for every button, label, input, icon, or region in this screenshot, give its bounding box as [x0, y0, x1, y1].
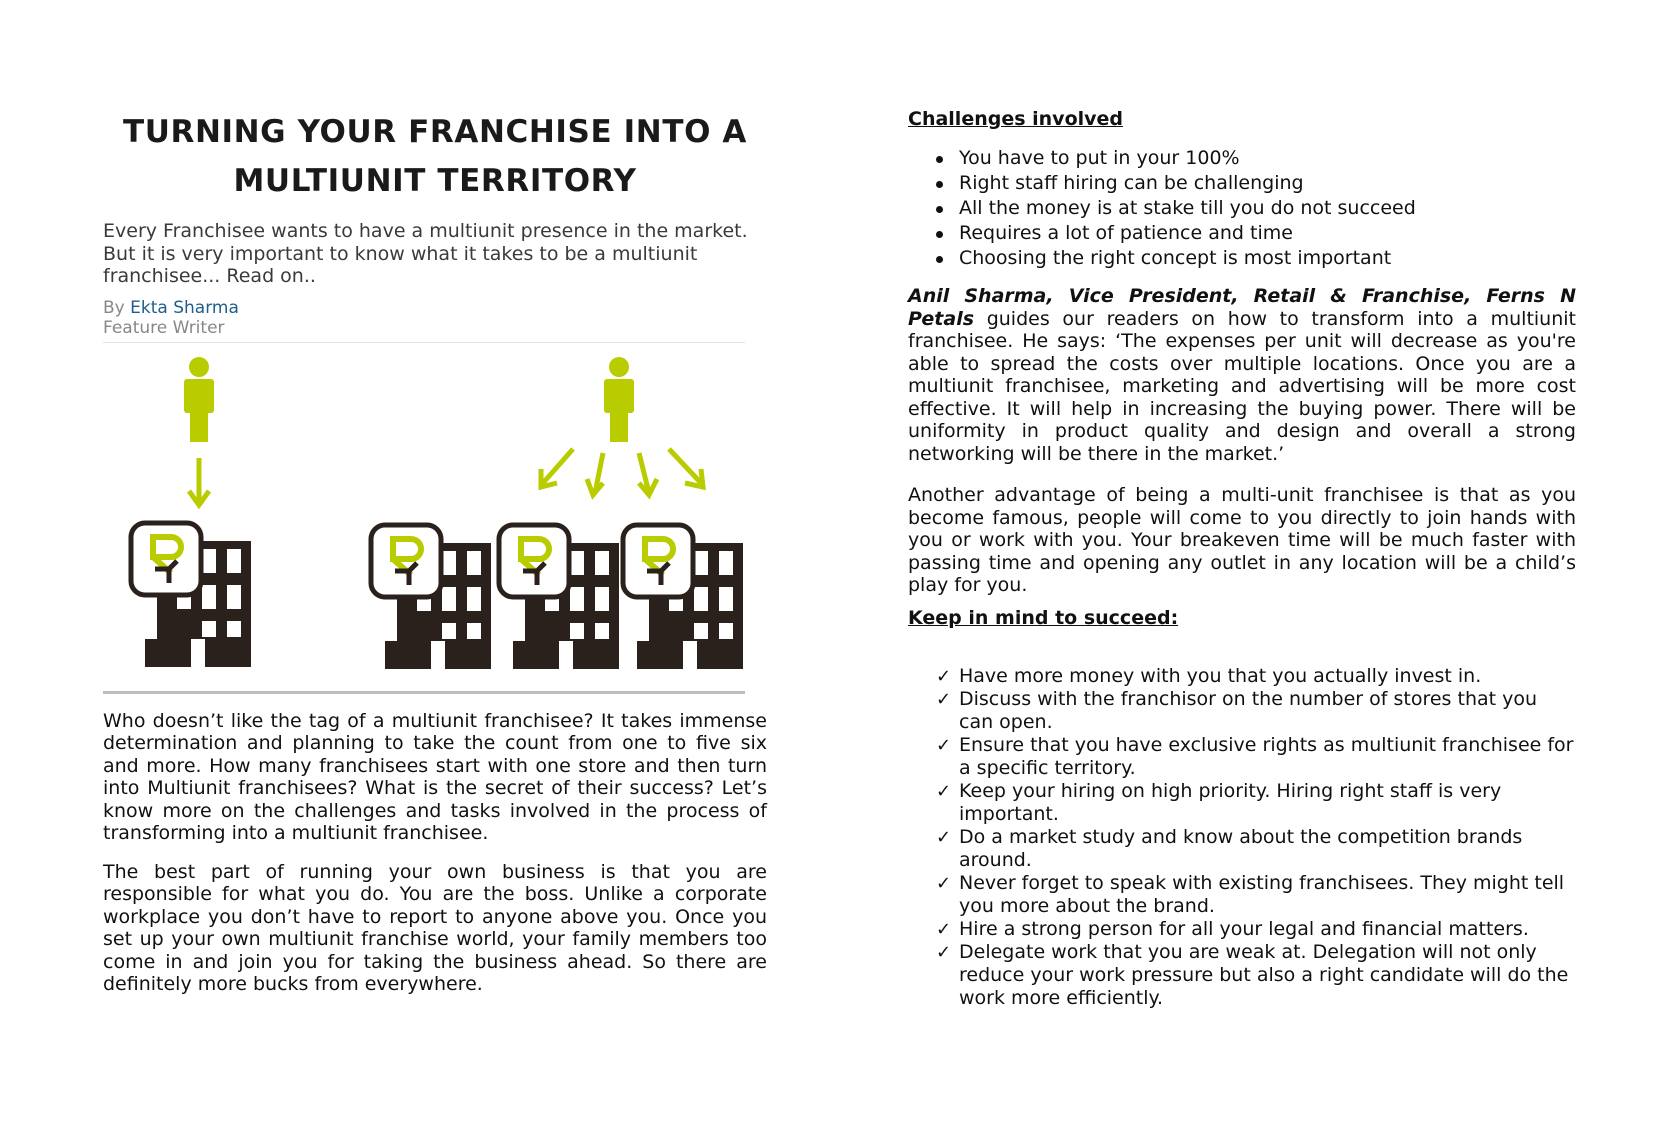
author-link[interactable]: Ekta Sharma [130, 297, 239, 318]
bullet-icon [936, 181, 943, 188]
list-item-text: Ensure that you have exclusive rights as multiunit franchisee for a specific territory. [959, 733, 1574, 779]
list-item [908, 665, 1576, 688]
check-icon: ✓ [936, 872, 952, 894]
building-icon [623, 525, 743, 669]
check-icon: ✓ [936, 918, 952, 940]
check-icon: ✓ [936, 665, 952, 687]
check-icon: ✓ [936, 688, 952, 710]
arrow-icon [669, 449, 703, 487]
arrow-icon [587, 453, 603, 495]
building-icon [131, 523, 251, 667]
list-item-text: Discuss with the franchisor on the number of stores that you can open. [959, 687, 1538, 733]
check-icon: ✓ [936, 780, 952, 802]
quote-paragraph [908, 285, 1576, 465]
keep-in-mind-list [908, 665, 1576, 1010]
list-item-text: Delegate work that you are weak at. Delegation will not only reduce your work pressure but also a right candidate will do the work more efficiently. [959, 940, 1569, 1009]
bullet-icon [936, 156, 943, 163]
list-item [908, 196, 1576, 221]
list-item-text: Right staff hiring can be challenging [959, 172, 1304, 194]
building-icon [371, 525, 491, 669]
arrow-icon [639, 453, 657, 495]
article-title: TURNING YOUR FRANCHISE INTO A MULTIUNIT TERRITORY [122, 114, 748, 199]
list-item-text: Choosing the right concept is most important [959, 247, 1392, 269]
check-icon: ✓ [936, 941, 952, 963]
list-item [908, 246, 1576, 271]
list-item-text: You have to put in your 100% [959, 147, 1240, 169]
list-item [908, 826, 1576, 872]
arrow-icon [541, 449, 573, 487]
list-item [908, 688, 1576, 734]
list-item [908, 941, 1576, 1010]
byline [103, 298, 767, 318]
list-item [908, 146, 1576, 171]
challenges-heading: Challenges involved [908, 108, 1124, 130]
building-icon [499, 525, 619, 669]
bullet-icon [936, 206, 943, 213]
list-item-text: Never forget to speak with existing franchisees. They might tell you more about the brand. [959, 871, 1565, 917]
advantage-paragraph: Another advantage of being a multi-unit franchisee is that as you become famous, people will come to you directly to join hands with you or work with you. Your breakeven time will be much faster with passing time and opening any outlet in any location will be a child’s play for you. [908, 484, 1576, 596]
body-paragraph: Who doesn’t like the tag of a multiunit franchisee? It takes immense determination and planning to take the count from one to five six and more. How many franchisees start with one store and then turn into Multiunit franchisees? What is the secret of their success? Let’s know more on the challenges and tasks involved in the process of transforming into a multiunit franchisee. [103, 709, 767, 844]
challenges-list [908, 146, 1576, 271]
body-paragraph: The best part of running your own business is that you are responsible for what you do. You are the boss. Unlike a corporate workplace you don’t have to report to anyone above you. Once you set up your own multiunit franchise world, your family members too come in and join you for taking the business ahead. So there are definitely more bucks from everywhere. [103, 860, 767, 995]
list-item-text: Have more money with you that you actually invest in. [959, 664, 1482, 687]
bullet-icon [936, 256, 943, 263]
list-item [908, 918, 1576, 941]
list-item [908, 734, 1576, 780]
quote-text: guides our readers on how to transform into a multiunit franchisee. He says: ‘The expenses per unit will decrease as you're able to spread the costs over multiple locations. Once you are a multiunit franchisee, marketing and advertising will be more cost effective. It will help in increasing the buying power. There will be uniformity in product quality and design and overall a strong networking will be there in the market.’ [908, 307, 1576, 465]
list-item-text: Requires a lot of patience and time [959, 222, 1293, 244]
check-icon: ✓ [936, 826, 952, 848]
person-icon [604, 357, 634, 442]
list-item-text: Keep your hiring on high priority. Hiring right staff is very important. [959, 779, 1502, 825]
list-item [908, 171, 1576, 196]
list-item [908, 872, 1576, 918]
list-item [908, 780, 1576, 826]
byline-prefix: By [103, 297, 125, 318]
list-item-text: Hire a strong person for all your legal and financial matters. [959, 917, 1529, 940]
check-icon: ✓ [936, 734, 952, 756]
divider [103, 342, 745, 343]
keep-in-mind-heading: Keep in mind to succeed: [908, 606, 1179, 629]
article-intro: Every Franchisee wants to have a multiunit presence in the market. But it is very important to know what it takes to be a multiunit franchisee... Read on.. [103, 220, 748, 287]
list-item-text: Do a market study and know about the competition brands around. [959, 825, 1523, 871]
right-column [908, 108, 1576, 1010]
list-item [908, 221, 1576, 246]
left-column [103, 108, 767, 996]
arrow-icon [189, 458, 209, 505]
person-icon [184, 357, 214, 442]
quote-speaker: Anil Sharma, Vice President, Retail & Franchise, Ferns N Petals [908, 285, 1576, 330]
author-role: Feature Writer [103, 317, 225, 338]
multiunit-illustration [103, 353, 745, 691]
list-item-text: All the money is at stake till you do not succeed [959, 197, 1416, 219]
multi-unit-group [371, 357, 743, 669]
single-unit-group [131, 357, 251, 667]
bullet-icon [936, 231, 943, 238]
divider [103, 691, 745, 694]
